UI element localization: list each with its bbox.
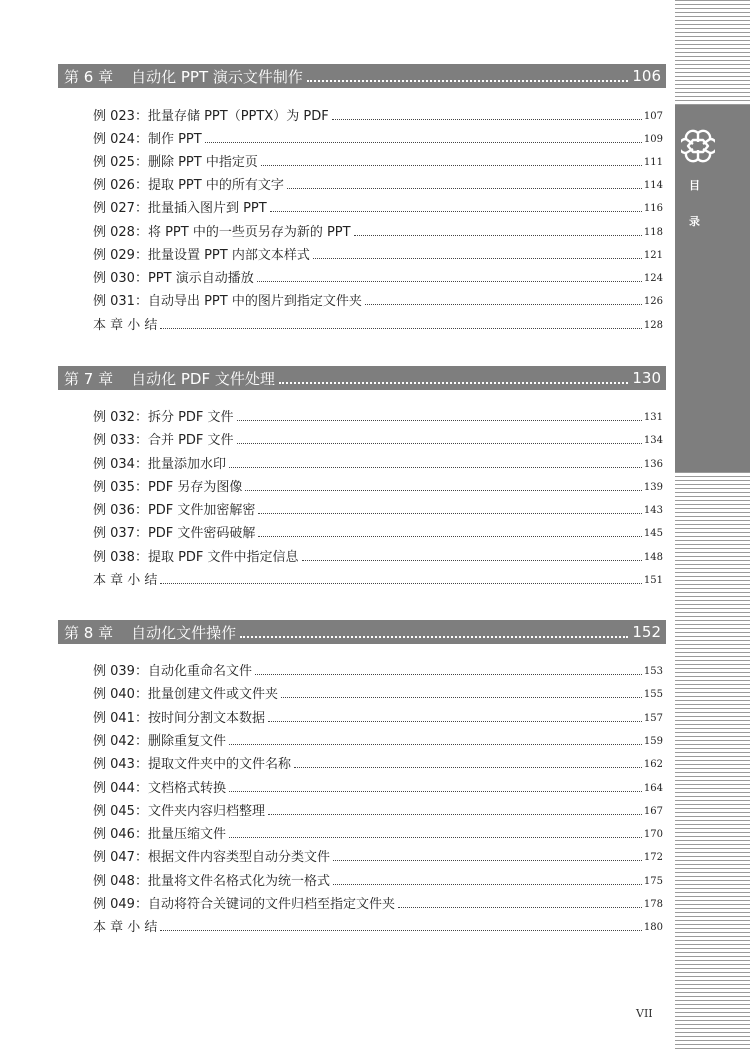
chapter-header[interactable] xyxy=(58,620,666,644)
chapter-title: 自动化文件操作 xyxy=(131,623,237,642)
leader-dots xyxy=(255,674,642,675)
openai-logo-icon xyxy=(681,129,715,163)
chapter-page: 152 xyxy=(632,623,661,641)
toc-entry[interactable] xyxy=(93,266,663,286)
leader-dots xyxy=(270,211,642,212)
toc-entry[interactable] xyxy=(93,150,663,170)
toc-entry[interactable] xyxy=(93,752,663,772)
toc-entry-page: 111 xyxy=(643,157,663,168)
toc-entry[interactable] xyxy=(93,822,663,842)
toc-entry-title: 例 044：文档格式转换 xyxy=(93,781,226,796)
page-number: VII xyxy=(636,1007,653,1020)
toc-entry[interactable] xyxy=(93,568,663,588)
toc-entry[interactable] xyxy=(93,243,663,263)
toc-entry-title: 本 章 小 结 xyxy=(93,573,158,588)
toc-entry-page: 162 xyxy=(643,759,663,770)
toc-entry-page: 148 xyxy=(643,552,663,563)
chapter-page: 106 xyxy=(632,67,661,85)
toc-entry-page: 124 xyxy=(643,273,663,284)
chapter-number: 第 8 章 xyxy=(64,623,114,642)
toc-entry[interactable] xyxy=(93,428,663,448)
leader-dots xyxy=(268,814,642,815)
leader-dots xyxy=(287,188,642,189)
leader-dots xyxy=(237,443,642,444)
toc-entry[interactable] xyxy=(93,776,663,796)
toc-entry-page: 180 xyxy=(643,922,663,933)
leader-dots xyxy=(365,304,642,305)
toc-entry-title: 例 045：文件夹内容归档整理 xyxy=(93,804,265,819)
leader-dots xyxy=(398,907,642,908)
toc-entry-title: 例 049：自动将符合关键词的文件归档至指定文件夹 xyxy=(93,897,395,912)
toc-entry-title: 本 章 小 结 xyxy=(93,318,158,333)
toc-entry-page: 145 xyxy=(643,528,663,539)
toc-entry[interactable] xyxy=(93,220,663,240)
leader-dots xyxy=(160,328,642,329)
chapter-number: 第 6 章 xyxy=(64,67,114,86)
toc-entry-page: 143 xyxy=(643,505,663,516)
toc-entry-title: 例 040：批量创建文件或文件夹 xyxy=(93,687,278,702)
leader-dots xyxy=(268,721,642,722)
leader-dots xyxy=(229,467,642,468)
toc-entry-title: 例 033：合并 PDF 文件 xyxy=(93,433,234,448)
toc-entry-page: 121 xyxy=(643,250,663,261)
toc-entry[interactable] xyxy=(93,289,663,309)
toc-entry-page: 107 xyxy=(643,111,663,122)
leader-dots xyxy=(332,119,642,120)
sidebar-label-1: 目 xyxy=(689,179,700,192)
toc-entry-title: 例 039：自动化重命名文件 xyxy=(93,664,252,679)
side-stripes-top xyxy=(675,0,750,105)
leader-dots xyxy=(229,791,642,792)
toc-entry[interactable] xyxy=(93,313,663,333)
toc-entry[interactable] xyxy=(93,799,663,819)
toc-entry-page: 175 xyxy=(643,876,663,887)
chapter-title: 自动化 PDF 文件处理 xyxy=(131,369,275,388)
leader-dots xyxy=(229,837,642,838)
toc-entry-title: 例 036：PDF 文件加密解密 xyxy=(93,503,256,518)
leader-dots xyxy=(333,860,642,861)
leader-dots xyxy=(354,235,642,236)
toc-entry[interactable] xyxy=(93,845,663,865)
toc-entry-title: 例 041：按时间分割文本数据 xyxy=(93,711,265,726)
toc-entry-title: 例 027：批量插入图片到 PPT xyxy=(93,201,267,216)
toc-entry-title: 例 035：PDF 另存为图像 xyxy=(93,480,243,495)
toc-entry-page: 153 xyxy=(643,666,663,677)
leader-dots xyxy=(229,744,642,745)
toc-entry-page: 134 xyxy=(643,435,663,446)
toc-entry-page: 172 xyxy=(643,852,663,863)
toc-entry[interactable] xyxy=(93,104,663,124)
toc-entry-page: 136 xyxy=(643,459,663,470)
toc-entry-title: 例 023：批量存储 PPT（PPTX）为 PDF xyxy=(93,109,329,124)
toc-entry-page: 167 xyxy=(643,806,663,817)
chapter-page: 130 xyxy=(632,369,661,387)
toc-entry-page: 157 xyxy=(643,713,663,724)
toc-entry-title: 本 章 小 结 xyxy=(93,920,158,935)
toc-entry-title: 例 043：提取文件夹中的文件名称 xyxy=(93,757,291,772)
toc-entry-title: 例 047：根据文件内容类型自动分类文件 xyxy=(93,850,330,865)
toc-entry-title: 例 048：批量将文件名格式化为统一格式 xyxy=(93,874,330,889)
leader-dots xyxy=(240,636,628,638)
toc-entry-title: 例 028：将 PPT 中的一些页另存为新的 PPT xyxy=(93,225,351,240)
leader-dots xyxy=(245,490,642,491)
chapter-header[interactable] xyxy=(58,64,666,88)
leader-dots xyxy=(258,536,642,537)
toc-entry-page: 164 xyxy=(643,783,663,794)
leader-dots xyxy=(333,884,642,885)
toc-entry[interactable] xyxy=(93,869,663,889)
toc-entry-page: 159 xyxy=(643,736,663,747)
toc-entry[interactable] xyxy=(93,915,663,935)
toc-entry-title: 例 037：PDF 文件密码破解 xyxy=(93,526,256,541)
toc-entry-title: 例 031：自动导出 PPT 中的图片到指定文件夹 xyxy=(93,294,362,309)
toc-entry-title: 例 024：制作 PPT xyxy=(93,132,202,147)
toc-entry-page: 139 xyxy=(643,482,663,493)
toc-entry-page: 126 xyxy=(643,296,663,307)
toc-entry-title: 例 026：提取 PPT 中的所有文字 xyxy=(93,178,284,193)
leader-dots xyxy=(160,583,642,584)
toc-entry[interactable] xyxy=(93,659,663,679)
toc-entry-title: 例 034：批量添加水印 xyxy=(93,457,226,472)
toc-entry[interactable] xyxy=(93,706,663,726)
leader-dots xyxy=(261,165,642,166)
toc-entry[interactable] xyxy=(93,892,663,912)
leader-dots xyxy=(279,382,629,384)
toc-entry[interactable] xyxy=(93,405,663,425)
toc-entry-page: 155 xyxy=(643,689,663,700)
toc-entry-page: 116 xyxy=(643,203,663,214)
toc-entry-title: 例 046：批量压缩文件 xyxy=(93,827,226,842)
leader-dots xyxy=(258,513,642,514)
leader-dots xyxy=(281,697,642,698)
toc-entry-page: 118 xyxy=(643,227,663,238)
side-tab xyxy=(675,105,750,472)
leader-dots xyxy=(307,80,628,82)
toc-entry-page: 114 xyxy=(643,180,663,191)
toc-entry[interactable] xyxy=(93,173,663,193)
toc-entry[interactable] xyxy=(93,498,663,518)
leader-dots xyxy=(294,767,642,768)
toc-entry[interactable] xyxy=(93,127,663,147)
toc-entry-title: 例 025：删除 PPT 中指定页 xyxy=(93,155,258,170)
toc-entry-title: 例 042：删除重复文件 xyxy=(93,734,226,749)
chapter-number: 第 7 章 xyxy=(64,369,114,388)
chapter-title: 自动化 PPT 演示文件制作 xyxy=(131,67,303,86)
leader-dots xyxy=(237,420,642,421)
toc-entry[interactable] xyxy=(93,729,663,749)
sidebar-label-2: 录 xyxy=(689,215,700,228)
toc-entry[interactable] xyxy=(93,682,663,702)
toc-entry[interactable] xyxy=(93,521,663,541)
leader-dots xyxy=(257,281,642,282)
leader-dots xyxy=(205,142,642,143)
toc-entry-page: 170 xyxy=(643,829,663,840)
toc-entry-title: 例 038：提取 PDF 文件中指定信息 xyxy=(93,550,299,565)
toc-entry[interactable] xyxy=(93,545,663,565)
toc-entry-page: 178 xyxy=(643,899,663,910)
toc-entry[interactable] xyxy=(93,452,663,472)
leader-dots xyxy=(313,258,642,259)
toc-entry[interactable] xyxy=(93,475,663,495)
toc-entry-title: 例 029：批量设置 PPT 内部文本样式 xyxy=(93,248,310,263)
toc-entry-page: 128 xyxy=(643,320,663,331)
leader-dots xyxy=(160,930,642,931)
toc-entry-page: 131 xyxy=(643,412,663,423)
toc-entry-title: 例 030：PPT 演示自动播放 xyxy=(93,271,254,286)
leader-dots xyxy=(302,560,642,561)
toc-entry-page: 151 xyxy=(643,575,663,586)
toc-entry-page: 109 xyxy=(643,134,663,145)
toc-entry-title: 例 032：拆分 PDF 文件 xyxy=(93,410,234,425)
side-stripes-bottom xyxy=(675,472,750,1051)
chapter-header[interactable] xyxy=(58,366,666,390)
toc-entry[interactable] xyxy=(93,196,663,216)
